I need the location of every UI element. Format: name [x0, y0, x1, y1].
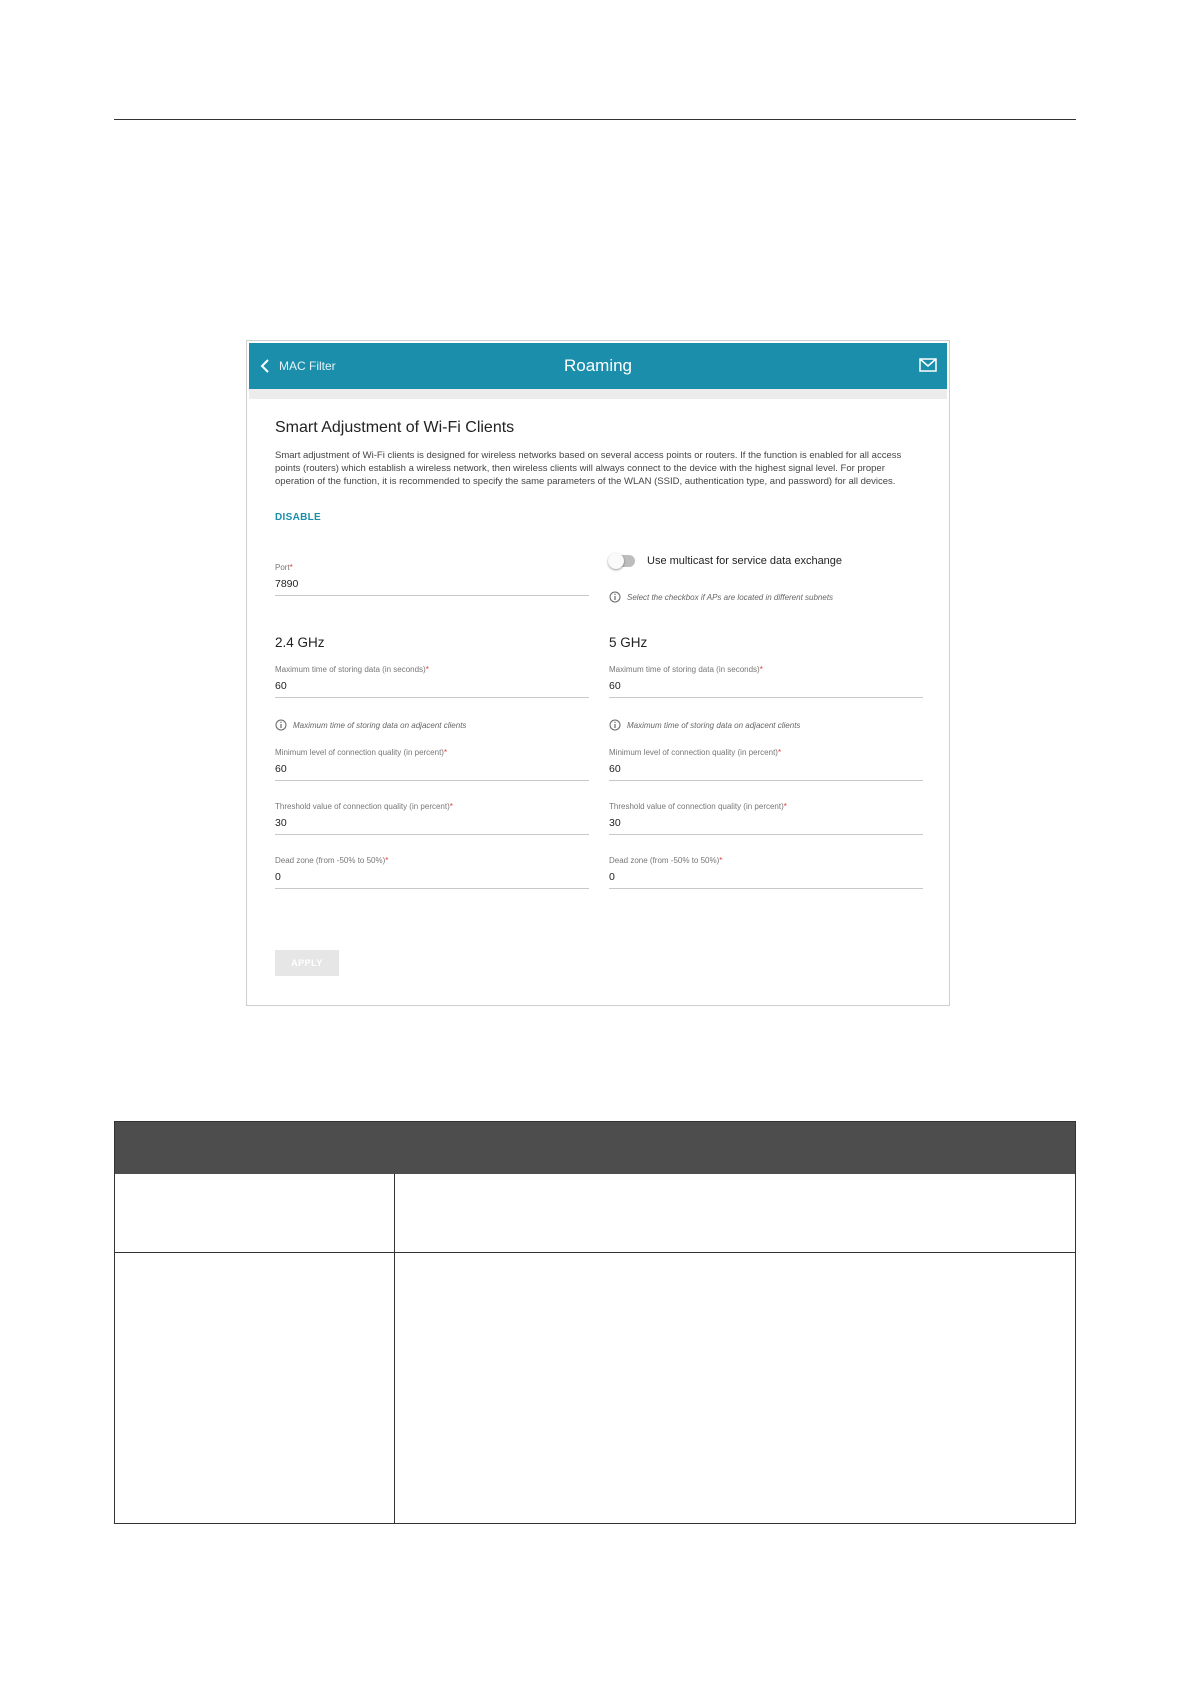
- table-column-divider: [394, 1174, 395, 1523]
- min-quality-5-input[interactable]: 60: [609, 763, 923, 781]
- header-divider: [249, 389, 947, 399]
- multicast-switch[interactable]: [609, 555, 635, 567]
- info-icon: [609, 591, 621, 603]
- multicast-label: Use multicast for service data exchange: [647, 555, 843, 567]
- band-24-title: 2.4 GHz: [275, 635, 325, 650]
- mail-icon[interactable]: [919, 358, 937, 372]
- parameters-table: [114, 1121, 1076, 1524]
- threshold-24-field[interactable]: Threshold value of connection quality (in percent)* 30: [275, 802, 589, 835]
- max-time-24-hint: Maximum time of storing data on adjacent clients: [275, 719, 466, 731]
- table-row: [115, 1253, 1075, 1523]
- min-quality-24-input[interactable]: 60: [275, 763, 589, 781]
- section-description: Smart adjustment of Wi-Fi clients is designed for wireless networks based on several access points or routers. If the function is enabled for all access points (routers) which establish a wireless network, then wireless clients will always connect to the device with the highest signal level. For proper operation of the function, it is recommended to specify the same parameters of the WLAN (SSID, authentication type, and password) for all devices.: [275, 450, 902, 487]
- apply-button[interactable]: APPLY: [275, 950, 339, 976]
- port-field[interactable]: Port* 7890: [275, 563, 589, 596]
- disable-button[interactable]: DISABLE: [275, 512, 321, 523]
- min-quality-5-field[interactable]: Minimum level of connection quality (in percent)* 60: [609, 748, 923, 781]
- back-label: MAC Filter: [279, 359, 336, 373]
- table-row: [115, 1174, 1075, 1253]
- multicast-toggle-row[interactable]: [609, 555, 842, 567]
- multicast-hint: Select the checkbox if APs are located in different subnets: [609, 591, 833, 603]
- dead-zone-5-input[interactable]: 0: [609, 871, 923, 889]
- dead-zone-24-input[interactable]: 0: [275, 871, 589, 889]
- dead-zone-5-field[interactable]: Dead zone (from -50% to 50%)* 0: [609, 856, 923, 889]
- main-content: [247, 399, 949, 1005]
- max-time-24-field[interactable]: Maximum time of storing data (in seconds)* 60: [275, 665, 589, 698]
- max-time-24-input[interactable]: 60: [275, 680, 589, 698]
- table-header: [115, 1122, 1075, 1174]
- dead-zone-24-field[interactable]: Dead zone (from -50% to 50%)* 0: [275, 856, 589, 889]
- band-5-title: 5 GHz: [609, 635, 648, 650]
- max-time-5-hint: Maximum time of storing data on adjacent clients: [609, 719, 800, 731]
- roaming-screenshot: [246, 340, 950, 1006]
- port-label: Port: [275, 563, 290, 572]
- max-time-5-field[interactable]: Maximum time of storing data (in seconds)* 60: [609, 665, 923, 698]
- threshold-5-field[interactable]: Threshold value of connection quality (in percent)* 30: [609, 802, 923, 835]
- page-header-rule: [114, 119, 1076, 120]
- section-title: Smart Adjustment of Wi-Fi Clients: [275, 419, 515, 436]
- threshold-5-input[interactable]: 30: [609, 817, 923, 835]
- threshold-24-input[interactable]: 30: [275, 817, 589, 835]
- port-input[interactable]: 7890: [275, 578, 589, 596]
- max-time-5-input[interactable]: 60: [609, 680, 923, 698]
- app-header: [249, 343, 947, 389]
- page-title: Roaming: [563, 356, 633, 375]
- info-icon: [609, 719, 621, 731]
- min-quality-24-field[interactable]: Minimum level of connection quality (in percent)* 60: [275, 748, 589, 781]
- info-icon: [275, 719, 287, 731]
